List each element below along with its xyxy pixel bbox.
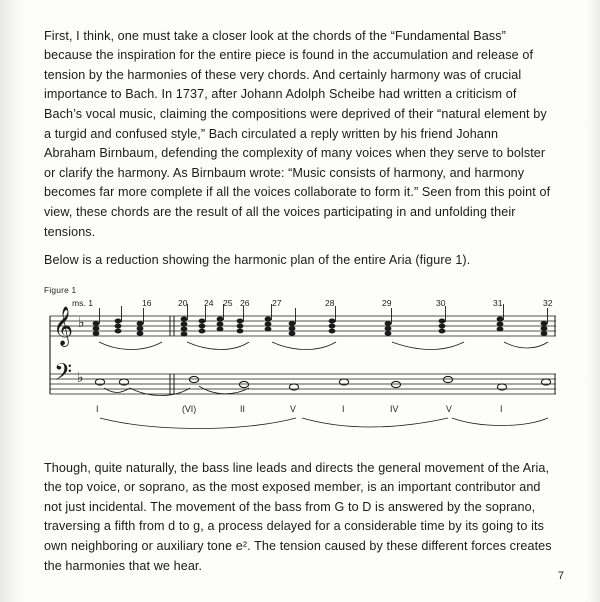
measure-label-1: ms. 1 xyxy=(72,298,94,308)
analysis-7: V xyxy=(446,404,452,414)
treble-clef-icon: 𝄞 xyxy=(53,306,74,346)
paragraph-bass-soprano: Though, quite naturally, the bass line leads and directs the general movement of the Aria, the top voice, or soprano, as the most exposed member, is an important contributor and not just incidental. The movement of the bass from G to D is answered by the soprano, traversing a fifth from d to g, a process delayed for a considerable time by its going to its own neighboring or auxiliary tone e². The tension caused by these different forces creates the harmonies that we hear. xyxy=(44,460,552,573)
analysis-2: (VI) xyxy=(182,404,197,414)
bass-noteheads xyxy=(95,376,550,390)
flat-icon-treble: ♭ xyxy=(78,315,85,331)
analysis-6: IV xyxy=(390,404,399,414)
analysis-4: V xyxy=(290,404,296,414)
measure-label-25: 25 xyxy=(223,298,233,308)
measure-label-16: 16 xyxy=(142,298,152,308)
measure-label-27: 27 xyxy=(272,298,282,308)
analysis-1: I xyxy=(96,404,99,414)
measure-label-29: 29 xyxy=(382,298,392,308)
measure-label-24: 24 xyxy=(204,298,214,308)
music-notation-figure xyxy=(44,298,558,430)
bass-clef-icon: 𝄢 xyxy=(54,358,73,391)
measure-label-32: 32 xyxy=(543,298,553,308)
flat-icon-bass: ♭ xyxy=(77,370,84,386)
measure-label-31: 31 xyxy=(493,298,503,308)
figure-caption: Figure 1 xyxy=(44,285,77,295)
measure-label-28: 28 xyxy=(325,298,335,308)
paragraph-figure-intro: Below is a reduction showing the harmonic plan of the entire Aria (figure 1). xyxy=(44,252,471,267)
treble-slurs xyxy=(99,342,548,350)
paragraph-fundamental-bass: First, I think, one must take a closer look at the chords of the “Fundamental Bass” because the inspiration for the entire piece is found in the accumulation and release of tension by the harmonies of these very chords. And certainly harmony was of crucial importance to Bach. In 1737, after Johann Adolph Scheibe had written a criticism of Bach’s vocal music, claiming the compositions were deprived of their “natural element by a turgid and confused style,” Bach circulated a reply written by his friend Johann Abraham Birnbaum, defending the complexity of many voices when they serve to bolster or clarify the harmony. As Birnbaum wrote: “Music consists of harmony, and harmony becomes far more complete if all the voices collaborate to form it.” Seen from this point of view, these chords are the result of all the voices participating in and unfolding their tensions. xyxy=(44,28,551,239)
analysis-8: I xyxy=(500,404,503,414)
phrase-brackets xyxy=(44,416,558,434)
page-number: 7 xyxy=(557,570,564,582)
analysis-5: I xyxy=(342,404,345,414)
measure-number-row xyxy=(44,298,558,312)
staff-system xyxy=(44,298,558,402)
measure-label-26: 26 xyxy=(240,298,250,308)
measure-label-30: 30 xyxy=(436,298,446,308)
measure-label-20: 20 xyxy=(178,298,188,308)
analysis-3: II xyxy=(240,404,245,414)
